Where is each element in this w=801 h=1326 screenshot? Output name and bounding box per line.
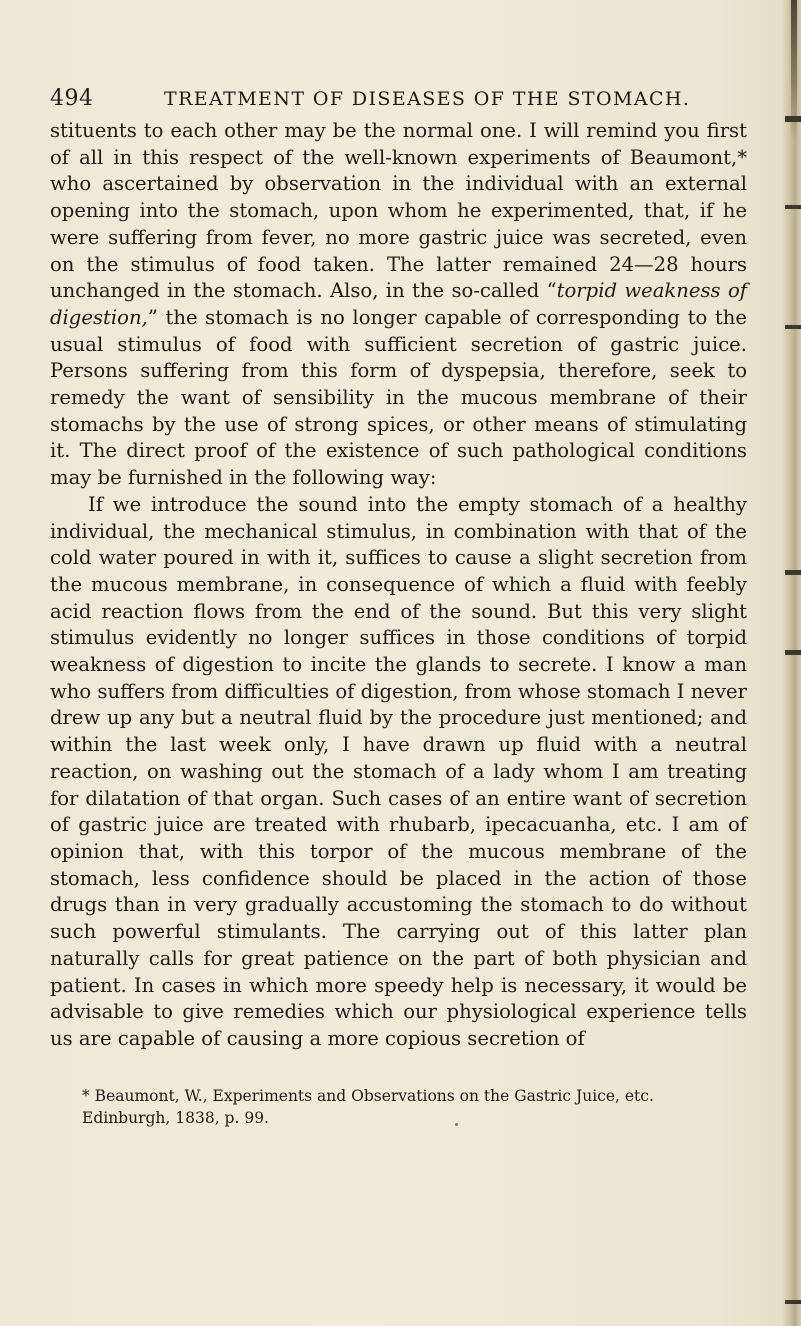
ink-speck — [455, 1123, 458, 1126]
footnote-text: * Beaumont, W., Experiments and Observations on the Gastric Juice, etc. Edinburgh, 1838, p. 99. — [82, 1087, 654, 1127]
page-edge-mark — [785, 205, 801, 209]
page-edge — [781, 0, 801, 1326]
page-header — [50, 86, 747, 116]
page-edge-mark — [785, 325, 801, 329]
paragraph-1 — [50, 118, 747, 492]
paragraph-1-text-b: ” the stomach is no longer capable of corresponding to the usual stimulus of food with sufficient secretion of gastric juice. Persons suffering from this form of dyspepsia, therefore, seek to remedy the want of sensibility in the mucous membrane of their stomachs by the use of strong spices, or other means of stimulating it. The direct proof of the existence of such pathological conditions may be furnished in the following way: — [50, 305, 747, 490]
page-number: 494 — [50, 86, 94, 111]
running-head: TREATMENT OF DISEASES OF THE STOMACH. — [164, 88, 691, 110]
footnote — [50, 1085, 747, 1129]
page-edge-mark — [785, 1300, 801, 1304]
page-edge-mark — [785, 116, 801, 122]
paragraph-1-text-a: stituents to each other may be the normal one. I will remind you first of all in this respect of the well-known experiments of Beaumont,* who ascertained by observation in the individual with an external opening into the stomach, upon whom he experimented, that, if he were suffering from fever, no more gastric juice was secreted, even on the stimulus of food taken. The latter remained 24—28 hours unchanged in the stomach. Also, in the so-called “ — [50, 119, 747, 303]
paragraph-1-italic-phrase: torpid weakness of digestion, — [50, 279, 747, 329]
page-edge-mark — [785, 650, 801, 655]
body-text — [50, 118, 747, 1053]
paragraph-2: If we introduce the sound into the empty stomach of a healthy individual, the mechanical stimulus, in combination with that of the cold water poured in with it, suffices to cause a slight secretion from the mucous membrane, in consequence of which a fluid with feebly acid reaction flows from the end of the sound. But this very slight stimulus evidently no longer suffices in those conditions of torpid weakness of digestion to incite the glands to secrete. I know a man who suffers from difficulties of digestion, from whose stomach I never drew up any but a neutral fluid by the procedure just mentioned; and within the last week only, I have drawn up fluid with a neutral reaction, on washing out the stomach of a lady whom I am treating for dilatation of that organ. Such cases of an entire want of secretion of gastric juice are treated with rhubarb, ipecacuanha, etc. I am of opinion that, with this torpor of the mucous membrane of the stomach, less confidence should be placed in the action of those drugs than in very gradually accustoming the stomach to do without such powerful stimulants. The carrying out of this latter plan naturally calls for great patience on the part of both physician and patient. In cases in which more speedy help is necessary, it would be advisable to give remedies which our physiological experience tells us are capable of causing a more copious secretion of — [50, 492, 747, 1050]
page-edge-mark — [785, 570, 801, 575]
